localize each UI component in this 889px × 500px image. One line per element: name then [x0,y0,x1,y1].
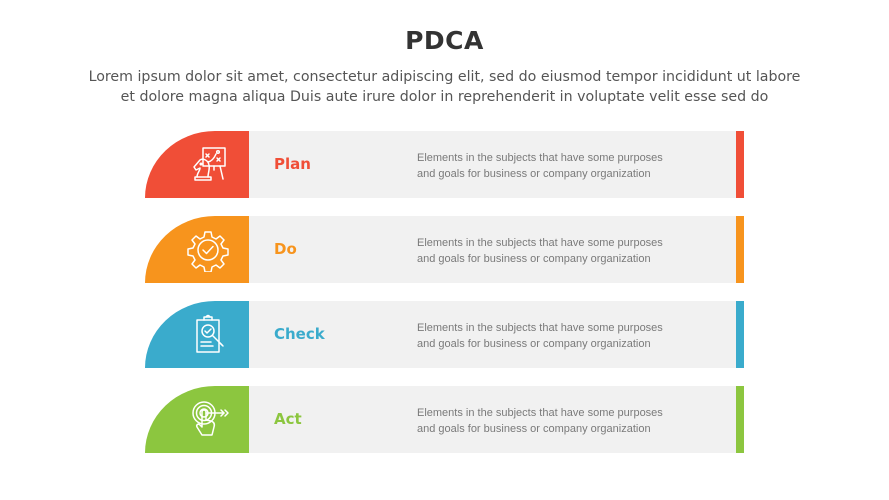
pdca-row-check [145,301,744,368]
page-title: PDCA [405,26,484,55]
act-tab [145,386,249,453]
plan-tab [145,131,249,198]
gear-check-icon [186,228,230,272]
page-subtitle [0,67,889,107]
pdca-row-do [145,216,744,283]
do-description [417,236,717,267]
subtitle-line-1: Lorem ipsum dolor sit amet, consectetur adipiscing elit, sed do eiusmod tempor incididunt ut labore [88,69,801,85]
target-hand-tap-icon [186,398,230,442]
act-description-line-1: Elements in the subjects that have some purposes [417,407,663,419]
check-description-line-2: and goals for business or company organization [417,337,651,350]
act-accent-bar [736,386,744,453]
plan-description [417,151,717,182]
act-label: Act [274,410,302,428]
check-accent-bar [736,301,744,368]
do-label: Do [274,240,297,258]
do-description-line-1: Elements in the subjects that have some purposes [417,237,663,249]
do-tab [145,216,249,283]
plan-description-line-1: Elements in the subjects that have some purposes [417,152,663,164]
plan-label: Plan [274,155,311,173]
pdca-row-act [145,386,744,453]
strategy-chess-knight-board-icon [186,143,230,187]
do-description-line-2: and goals for business or company organization [417,252,651,265]
subtitle-line-2: et dolore magna aliqua Duis aute irure dolor in reprehenderit in voluptate velit esse sed do [120,89,769,105]
check-label: Check [274,325,325,343]
clipboard-magnifier-check-icon [186,313,230,357]
plan-description-line-2: and goals for business or company organization [417,167,651,180]
act-description [417,406,717,437]
check-description [417,321,717,352]
act-description-line-2: and goals for business or company organization [417,422,651,435]
check-description-line-1: Elements in the subjects that have some purposes [417,322,663,334]
do-accent-bar [736,216,744,283]
check-tab [145,301,249,368]
pdca-row-plan [145,131,744,198]
plan-accent-bar [736,131,744,198]
